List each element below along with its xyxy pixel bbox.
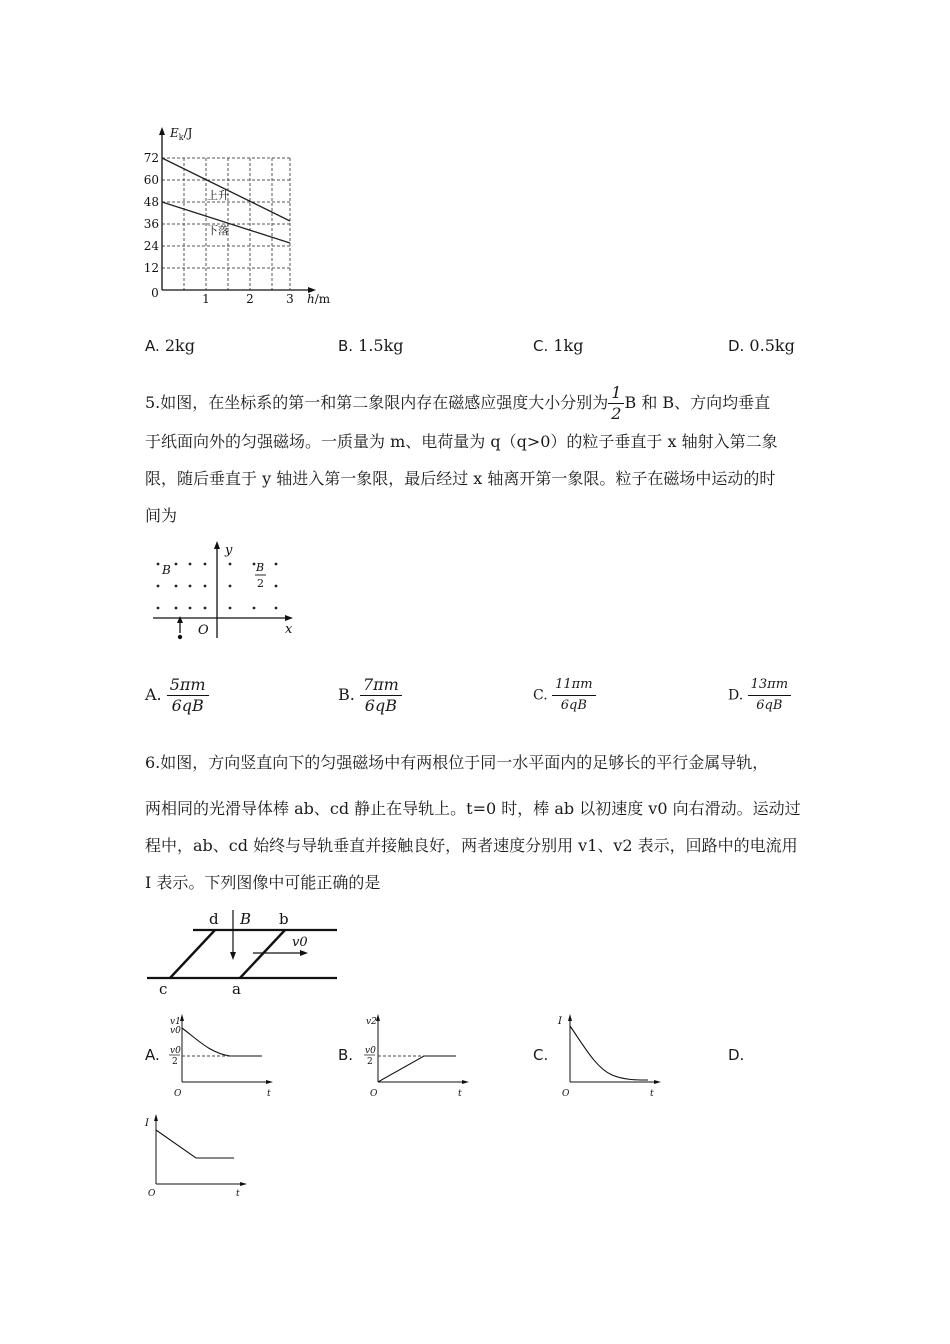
q4-ytick: 60	[143, 173, 159, 187]
svg-text:v0	[365, 1046, 376, 1056]
q6-b-ylabel: v2	[366, 1017, 377, 1027]
frac-num: 1	[608, 383, 624, 404]
q6-graph-b	[358, 1010, 478, 1100]
q6-line-3: 程中，ab、cd 始终与导轨垂直并接触良好，两者速度分别用 v1、v2 表示，回路中的电流用	[145, 836, 798, 855]
option-letter: D.	[728, 337, 745, 355]
q6-b-xlabel: t	[458, 1089, 462, 1099]
svg-text:I	[144, 1118, 150, 1129]
q6-option-a[interactable]: A.	[145, 1046, 160, 1064]
q6-option-d[interactable]: D.	[728, 1046, 745, 1064]
q6-c-xlabel: t	[650, 1089, 654, 1099]
q6-rod-ab	[240, 930, 285, 978]
q4-x-label: h	[307, 292, 315, 305]
option-fraction	[360, 675, 402, 716]
q6-c-origin: O	[562, 1089, 570, 1099]
q5-line-3: 限，随后垂直于 y 轴进入第一象限，最后经过 x 轴离开第一象限。粒子在磁场中运动的时	[145, 469, 776, 488]
frac-num: 13πm	[748, 675, 791, 696]
frac-den: 6qB	[560, 698, 587, 713]
svg-text:h/m	[307, 292, 331, 305]
svg-text:I	[557, 1016, 563, 1027]
svg-text:t	[236, 1189, 240, 1199]
q4-xtick: 3	[286, 292, 294, 305]
q5-right-field-num: B	[256, 561, 265, 574]
q4-y-unit: /J	[183, 126, 193, 140]
q6-c-ylabel: I	[558, 1016, 562, 1027]
frac-den: 2	[611, 404, 622, 423]
svg-text:2	[367, 1057, 373, 1067]
q4-ytick: 24	[143, 239, 159, 253]
q4-option-d[interactable]	[728, 336, 795, 356]
option-letter: A.	[145, 337, 160, 355]
q6-b-ymid-den: 2	[367, 1057, 373, 1067]
q4-x-unit: /m	[314, 292, 331, 305]
q4-up-label: 上升	[207, 189, 229, 202]
q6-label-v0: v0	[292, 935, 308, 950]
q6-a-xlabel: t	[267, 1089, 271, 1099]
q4-ytick: 12	[143, 261, 159, 275]
q6-b-ymid-num: v0	[365, 1046, 376, 1056]
frac-den: 6qB	[171, 696, 204, 715]
q6-option-b[interactable]: B.	[338, 1046, 354, 1064]
q5-line-2: 于纸面向外的匀强磁场。一质量为 m、电荷量为 q（q>0）的粒子垂直于 x 轴射入第二象	[145, 432, 778, 451]
q6-d-curve	[156, 1130, 234, 1158]
svg-text:Ek/J	[169, 126, 193, 142]
option-letter: C.	[533, 337, 549, 355]
q4-ek-h-graph	[140, 125, 340, 305]
q5-x-label: x	[285, 622, 293, 637]
q4-option-a[interactable]	[145, 336, 195, 356]
svg-text:v2	[366, 1017, 377, 1027]
q5-line-4: 间为	[145, 506, 178, 525]
option-text: 2kg	[164, 336, 195, 355]
q4-ytick: 72	[143, 151, 159, 165]
q6-option-c[interactable]: C.	[533, 1046, 549, 1064]
q5-option-d[interactable]	[728, 675, 791, 716]
q6-label-d: d	[209, 910, 219, 928]
option-text: 0.5kg	[749, 336, 795, 355]
q6-line-2: 两相同的光滑导体棒 ab、cd 静止在导轨上。t=0 时，棒 ab 以初速度 v0 向右滑动。运动过	[145, 799, 801, 818]
svg-text:t	[267, 1089, 271, 1099]
q5-y-label: y	[225, 543, 233, 558]
svg-text:O	[174, 1089, 182, 1099]
q6-a-ytop: v0	[170, 1026, 181, 1036]
q4-down-label: 下落	[207, 224, 229, 237]
svg-text:O	[370, 1089, 378, 1099]
option-letter: C.	[533, 687, 548, 704]
option-fraction	[167, 675, 209, 716]
option-letter: B.	[338, 337, 354, 355]
q4-xtick: 2	[246, 292, 254, 305]
q6-label-c: c	[159, 980, 168, 998]
q4-ytick: 48	[143, 195, 159, 209]
q4-ytick: 36	[143, 217, 159, 231]
svg-text:v0	[170, 1046, 181, 1056]
q6-b-origin: O	[370, 1089, 378, 1099]
q4-option-b[interactable]	[338, 336, 404, 356]
option-letter: D.	[728, 687, 744, 704]
q5-option-a[interactable]	[145, 675, 209, 716]
frac-num: 5πm	[167, 675, 209, 696]
q5-half-fraction	[608, 383, 624, 424]
option-text: 1kg	[553, 336, 584, 355]
q6-line-4: I 表示。下列图像中可能正确的是	[145, 873, 381, 892]
frac-num: 11πm	[552, 675, 595, 696]
q5-field-figure	[148, 538, 298, 643]
q6-graph-d	[140, 1110, 260, 1202]
option-fraction	[748, 675, 791, 716]
q6-label-b-field: B	[240, 910, 252, 928]
q5-option-c[interactable]	[533, 675, 596, 716]
q6-c-curve	[570, 1026, 648, 1080]
option-letter: B.	[338, 685, 355, 704]
q6-d-origin: O	[148, 1189, 156, 1199]
q6-rod-cd	[170, 930, 215, 978]
q5-right-field-den: 2	[257, 577, 264, 590]
q4-origin: 0	[151, 286, 159, 300]
q6-a-origin: O	[174, 1089, 182, 1099]
svg-text:O	[562, 1089, 570, 1099]
q5-origin: O	[198, 623, 209, 638]
q5-option-b[interactable]	[338, 675, 402, 716]
q6-a-ymid-den: 2	[172, 1057, 178, 1067]
q6-label-a: a	[232, 980, 241, 998]
q6-a-ymid-num: v0	[170, 1046, 181, 1056]
q6-label-b: b	[279, 910, 289, 928]
q5-text: 5.如图，在坐标系的第一和第二象限内存在磁感应强度大小分别为	[145, 393, 609, 412]
q6-a-ylabel: v1	[170, 1017, 181, 1027]
q6-line-1: 6.如图，方向竖直向下的匀强磁场中有两根位于同一水平面内的足够长的平行金属导轨，	[145, 753, 769, 772]
frac-num: 7πm	[360, 675, 402, 696]
q4-option-c[interactable]	[533, 336, 583, 356]
q6-a-curve	[182, 1028, 262, 1056]
q6-b-curve	[378, 1056, 456, 1082]
q6-rail-figure	[145, 908, 345, 1000]
q4-y-sub: k	[178, 133, 184, 142]
svg-text:t	[650, 1089, 654, 1099]
svg-text:v0	[170, 1026, 181, 1036]
option-fraction	[552, 675, 595, 716]
q5-particle	[178, 635, 182, 639]
q4-y-label: E	[170, 126, 179, 140]
frac-den: 6qB	[756, 698, 783, 713]
option-text: 1.5kg	[358, 336, 404, 355]
q6-d-ylabel: I	[145, 1118, 149, 1129]
option-letter: A.	[145, 685, 162, 704]
svg-text:t	[458, 1089, 462, 1099]
q6-d-xlabel: t	[236, 1189, 240, 1199]
svg-text:O	[148, 1189, 156, 1199]
q6-graph-a	[160, 1010, 280, 1100]
q5-line-1	[145, 383, 770, 424]
q6-graph-c	[550, 1010, 670, 1100]
q5-left-field-label: B	[162, 563, 171, 577]
q5-text: B 和 B、方向均垂直	[624, 393, 771, 412]
q4-xtick: 1	[202, 292, 210, 305]
svg-text:2	[172, 1057, 178, 1067]
frac-den: 6qB	[364, 696, 397, 715]
